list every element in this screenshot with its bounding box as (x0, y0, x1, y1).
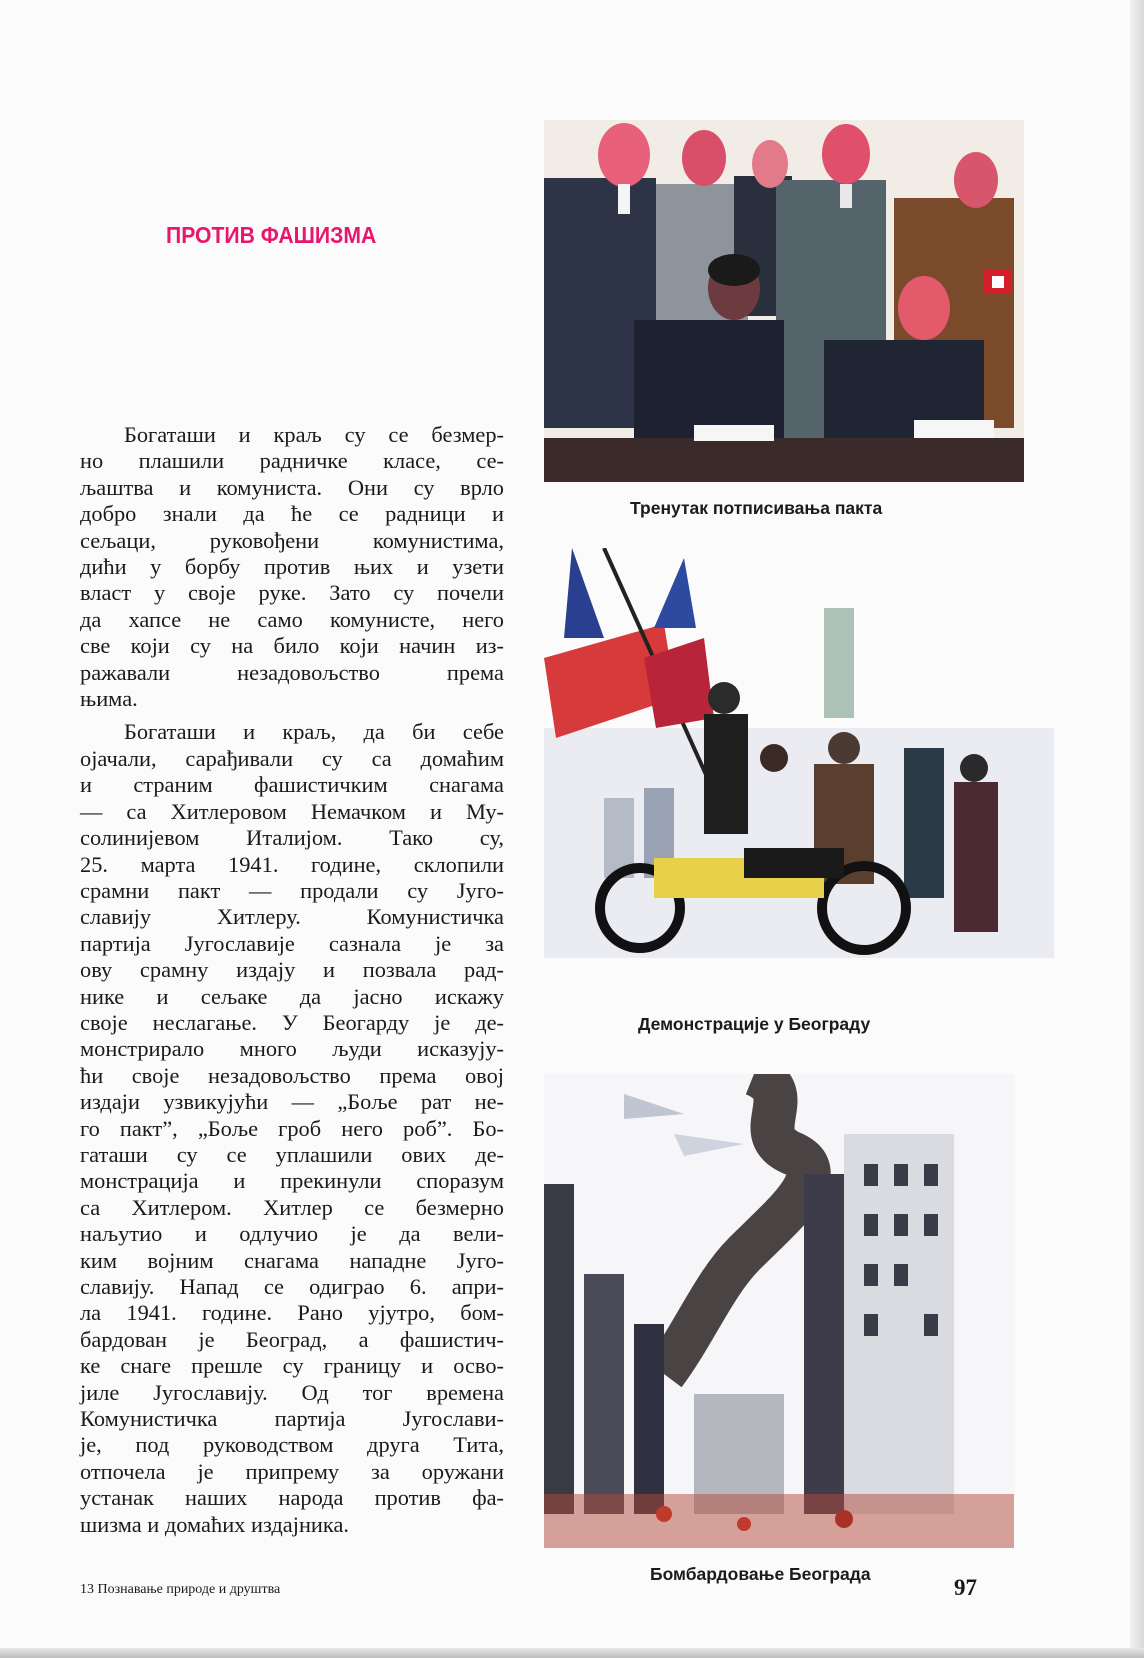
text-line: отпочела је припрему за оружани (80, 1458, 504, 1484)
text-line: наљутио и одлучио је да вели- (80, 1221, 504, 1247)
page-edge-bottom (0, 1648, 1144, 1658)
text-line: ову срамну издају и позвала рад- (80, 957, 504, 983)
text-line: славију. Напад се одиграо 6. апри- (80, 1274, 504, 1299)
figure-1-caption: Тренутак потписивања пакта (630, 498, 883, 518)
text-line: — са Хитлеровом Немачком и Му- (80, 798, 504, 824)
text-line: нике и сељаке да јасно искажу (80, 983, 504, 1009)
text-line: гаташи су се уплашили ових де- (80, 1141, 504, 1167)
text-line: добро знали да ће се радници и (80, 501, 504, 527)
text-line: ке снаге прешле су границу и осво- (80, 1353, 504, 1379)
text-line: љаштва и комуниста. Они су врло (80, 474, 504, 500)
paragraph-2 (80, 719, 504, 1538)
text-line: дићи у борбу против њих и узети (80, 554, 504, 580)
page-number: 97 (954, 1575, 977, 1600)
pact-signing-illustration (544, 120, 1024, 482)
text-line: Богаташи и краљ, да би себе (124, 719, 504, 745)
text-line: своје неслагање. У Беогарду је де- (80, 1009, 504, 1035)
paragraph-1 (80, 422, 504, 712)
text-line: јиле Југославију. Од тог времена (80, 1379, 504, 1405)
text-line: све који су на било који начин из- (80, 633, 504, 659)
text-line: шизма и домаћих издајника. (80, 1511, 349, 1537)
body-text (80, 422, 504, 1538)
text-line: срамни пакт — продали су Југо- (80, 877, 504, 903)
figure-2-caption: Демонстрације у Београду (638, 1014, 871, 1034)
text-line: са Хитлером. Хитлер се безмерно (80, 1194, 504, 1220)
text-line: и страним фашистичким снагама (80, 772, 504, 798)
text-line: 25. марта 1941. године, склопили (80, 851, 504, 877)
text-line: да хапсе не само комунисте, него (80, 606, 504, 632)
text-line: ћи своје незадовољство према овој (80, 1062, 504, 1088)
section-title: ПРОТИВ ФАШИЗМА (166, 222, 377, 248)
text-line: ражавали незадовољство према (80, 659, 504, 685)
text-line: монстрација и прекинули споразум (80, 1168, 504, 1194)
footer-chapter: 13 Познавање природе и друштва (80, 1582, 281, 1597)
text-line: сељаци, руковођени комунистима, (80, 527, 504, 553)
text-line: бардован је Београд, а фашистич- (80, 1326, 504, 1352)
text-line: но плашили радничке класе, се- (80, 448, 504, 474)
figure-3-caption: Бомбардовање Београда (650, 1564, 871, 1584)
text-line: ојачали, сарађивали су са домаћим (80, 745, 504, 771)
text-line: партија Југославије сазнала је за (80, 930, 504, 956)
text-line: је, под руководством друга Тита, (80, 1432, 504, 1458)
text-line: Комунистичка партија Југослави- (80, 1406, 504, 1432)
text-line: власт у своје руке. Зато су почели (80, 580, 504, 606)
text-line: њима. (80, 686, 138, 712)
text-line: ким војним снагама нападне Југо- (80, 1247, 504, 1273)
text-line: Богаташи и краљ су се безмер- (124, 422, 504, 447)
text-line: устанак наших народа против фа- (80, 1485, 504, 1511)
text-line: солинијевом Италијом. Тако су, (80, 825, 504, 851)
text-line: го пакт”, „Боље гроб него роб”. Бо- (80, 1115, 504, 1141)
demonstration-illustration (544, 548, 1054, 988)
bombing-illustration (544, 1074, 1014, 1548)
text-line: славију Хитлеру. Комунистичка (80, 904, 504, 930)
page-edge (1130, 0, 1144, 1658)
text-line: ла 1941. године. Рано ујутро, бом- (80, 1300, 504, 1326)
text-line: монстрирало много људи исказују- (80, 1036, 504, 1062)
text-line: издаји узвикујући — „Боље рат не- (80, 1089, 504, 1115)
